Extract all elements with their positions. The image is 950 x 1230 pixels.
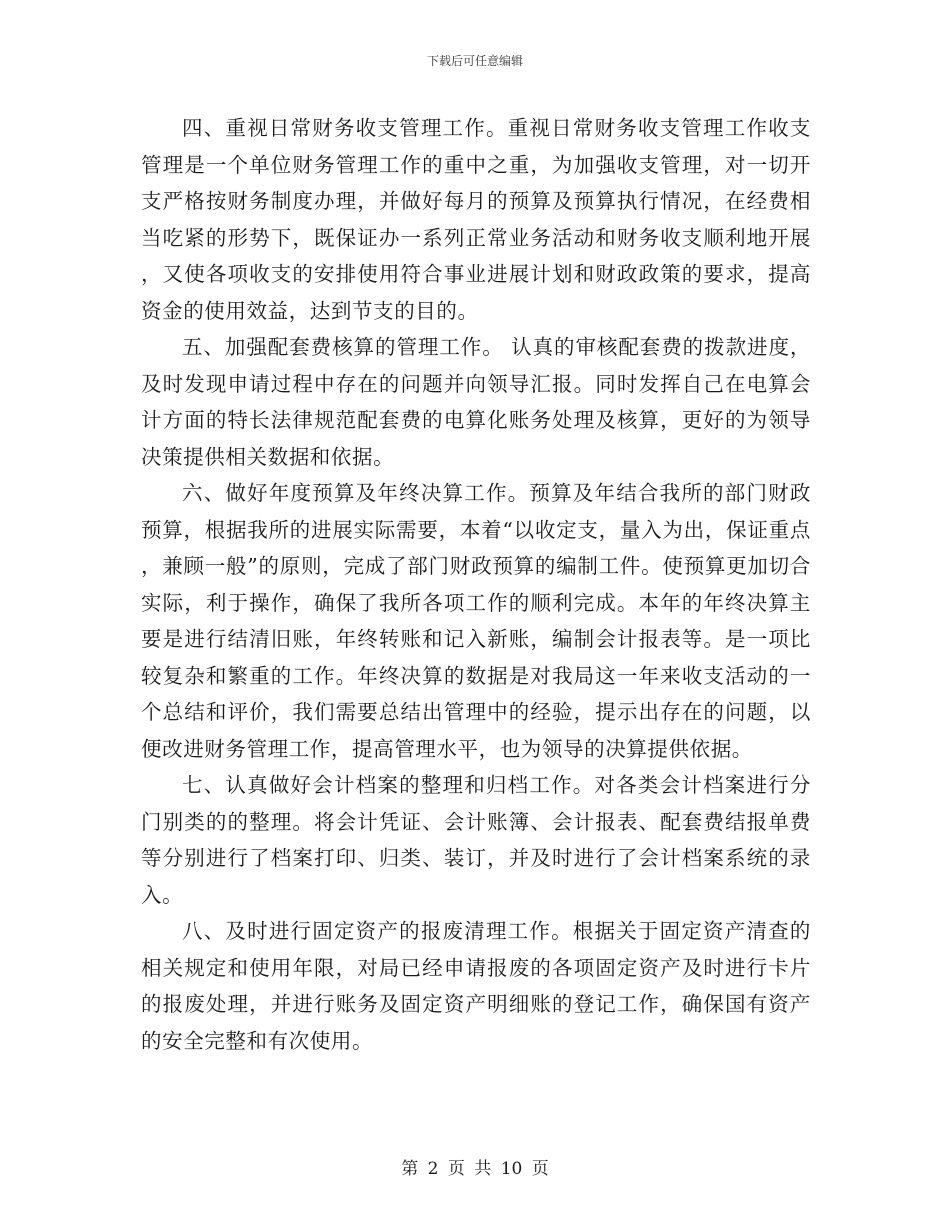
- paragraph-section-5: 五、加强配套费核算的管理工作。 认真的审核配套费的拨款进度，及时发现申请过程中存在的问题并向领导汇报。同时发挥自己在电算会计方面的特长法律规范配套费的电算化账务处理及核算，更好的为领导决策提供相关数据和依据。: [141, 335, 811, 469]
- paragraph-section-8: 八、及时进行固定资产的报废清理工作。根据关于固定资产清查的相关规定和使用年限，对局已经申请报废的各项固定资产及时进行卡片的报废处理，并进行账务及固定资产明细账的登记工作，确保国有资产的安全完整和有次使用。: [141, 919, 811, 1053]
- paragraph-section-7: 七、认真做好会计档案的整理和归档工作。对各类会计档案进行分门别类的的整理。将会计凭证、会计账簿、会计报表、配套费结报单费等分别进行了档案打印、归类、装订，并及时进行了会计档案系统的录入。: [141, 773, 811, 907]
- paragraph-section-4: 四、重视日常财务收支管理工作。重视日常财务收支管理工作收支管理是一个单位财务管理工作的重中之重，为加强收支管理，对一切开支严格按财务制度办理，并做好每月的预算及预算执行情况，在经费相当吃紧的形势下，既保证办一系列正常业务活动和财务收支顺利地开展，又使各项收支的安排使用符合事业进展计划和财政政策的要求，提高资金的使用效益，达到节支的目的。: [141, 116, 811, 323]
- page-number-footer: 第 2 页 共 10 页: [401, 1159, 549, 1179]
- page-header: 下载后可任意编辑: [426, 54, 523, 68]
- document-body: [141, 110, 811, 1059]
- paragraph-section-6: 六、做好年度预算及年终决算工作。预算及年结合我所的部门财政预算，根据我所的进展实际需要，本着“以收定支，量入为出，保证重点，兼顾一般”的原则，完成了部门财政预算的编制工件。使预算更加切合实际，利于操作，确保了我所各项工作的顺利完成。本年的年终决算主要是进行结清旧账，年终转账和记入新账，编制会计报表等。是一项比较复杂和繁重的工作。年终决算的数据是对我局这一年来收支活动的一个总结和评价，我们需要总结出管理中的经验，提示出存在的问题，以便改进财务管理工作，提高管理水平，也为领导的决算提供依据。: [141, 481, 811, 761]
